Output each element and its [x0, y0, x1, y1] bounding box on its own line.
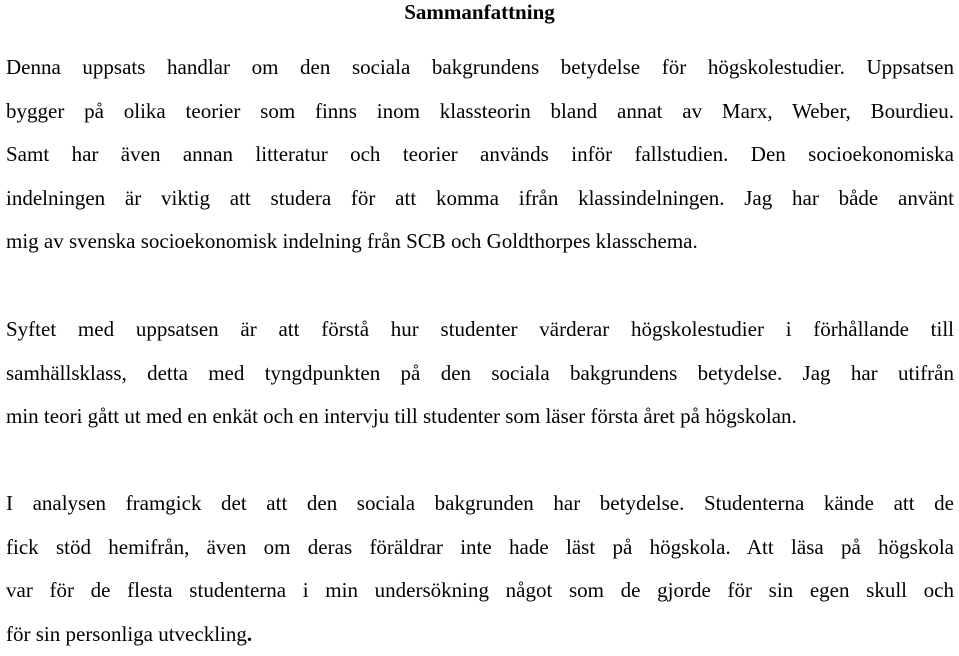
paragraph-line: bygger på olika teorier som finns inom klassteorin bland annat av Marx, Weber, Bourdieu.: [6, 90, 954, 134]
paragraph-3: [6, 482, 954, 656]
paragraph-1: [6, 46, 954, 264]
document-title: Sammanfattning: [0, 0, 959, 24]
paragraph-line: fick stöd hemifrån, även om deras föräldrar inte hade läst på högskola. Att läsa på högskola: [6, 526, 954, 570]
paragraph-2: [6, 308, 954, 439]
paragraph-line: I analysen framgick det att den sociala bakgrunden har betydelse. Studenterna kände att de: [6, 482, 954, 526]
paragraph-line: Samt har även annan litteratur och teorier används inför fallstudien. Den socioekonomiska: [6, 133, 954, 177]
paragraph-line-text: för sin personliga utveckling: [6, 622, 247, 646]
paragraph-line: mig av svenska socioekonomisk indelning från SCB och Goldthorpes klasschema.: [6, 220, 954, 264]
paragraph-last-line: [6, 613, 954, 656]
paragraph-line: min teori gått ut med en enkät och en intervju till studenter som läser första året på högskolan.: [6, 395, 954, 439]
paragraph-line: Denna uppsats handlar om den sociala bakgrundens betydelse för högskolestudier. Uppsatsen: [6, 46, 954, 90]
final-period: .: [247, 622, 252, 646]
paragraph-line: samhällsklass, detta med tyngdpunkten på den sociala bakgrundens betydelse. Jag har utifrån: [6, 352, 954, 396]
paragraph-line: Syftet med uppsatsen är att förstå hur studenter värderar högskolestudier i förhållande till: [6, 308, 954, 352]
paragraph-line: indelningen är viktig att studera för att komma ifrån klassindelningen. Jag har både använt: [6, 177, 954, 221]
paragraph-line: var för de flesta studenterna i min undersökning något som de gjorde för sin egen skull och: [6, 569, 954, 613]
